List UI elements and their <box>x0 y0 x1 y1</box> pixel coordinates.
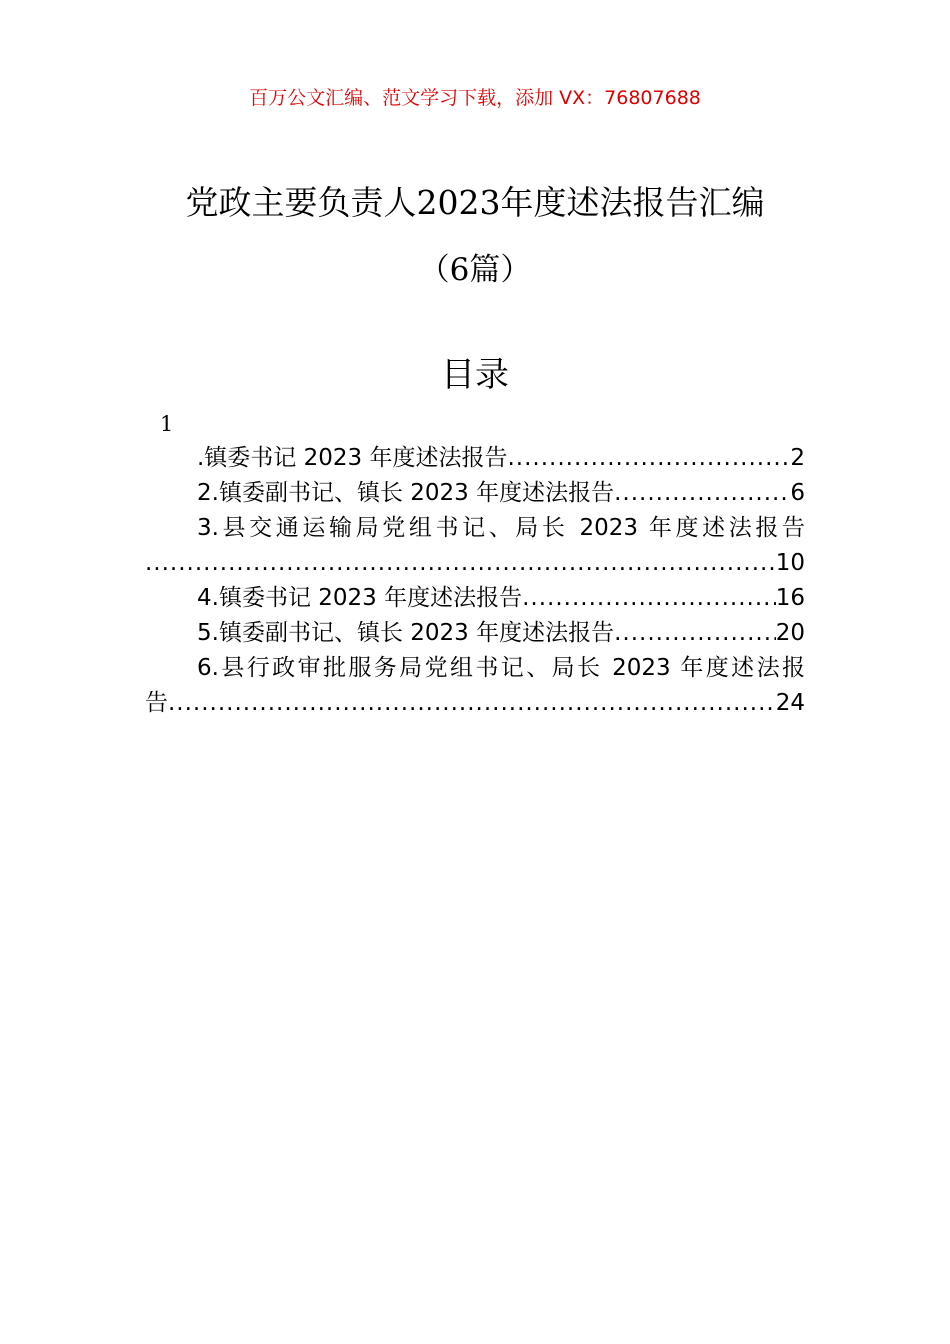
toc-entry-title: 5.镇委副书记、镇长 2023 年度述法报告 <box>197 620 615 646</box>
stray-number: 1 <box>160 412 174 436</box>
toc-entry-title: 6.县行政审批服务局党组书记、局长 2023 年度述法报 <box>197 655 805 681</box>
toc-entry-4[interactable] <box>145 581 805 616</box>
toc-entry-page: 2 <box>790 445 805 471</box>
toc-entry-5[interactable] <box>145 616 805 651</box>
toc-entry-title: .镇委书记 2023 年度述法报告 <box>197 445 508 471</box>
toc-leader <box>168 686 776 721</box>
toc-entry-page: 24 <box>775 690 805 716</box>
toc-entry-6[interactable] <box>145 651 805 721</box>
toc-entry-title: 2.镇委副书记、镇长 2023 年度述法报告 <box>197 480 615 506</box>
toc-entry-page: 16 <box>775 585 805 611</box>
toc-entry-title: 4.镇委书记 2023 年度述法报告 <box>197 585 523 611</box>
toc-entry-page: 20 <box>775 620 805 646</box>
header-note: 百万公文汇编、范文学习下载，添加 VX：76807688 <box>249 87 701 109</box>
toc-entry-2[interactable] <box>145 476 805 511</box>
toc-leader <box>522 581 776 616</box>
toc-entry-title-continued: 告 <box>145 690 168 716</box>
toc-entry-3[interactable] <box>145 511 805 581</box>
document-subtitle: （6篇） <box>418 252 532 288</box>
toc-heading: 目录 <box>441 355 509 395</box>
toc-leader <box>614 616 776 651</box>
toc-entry-page: 10 <box>775 550 805 576</box>
toc-leader <box>145 546 776 581</box>
table-of-contents <box>145 441 805 721</box>
document-title: 党政主要负责人2023年度述法报告汇编 <box>185 183 765 222</box>
toc-entry-page: 6 <box>790 480 805 506</box>
toc-entry-title: 3.县交通运输局党组书记、局长 2023 年度述法报告 <box>197 515 805 541</box>
toc-leader <box>507 441 790 476</box>
toc-entry-1[interactable] <box>145 441 805 476</box>
toc-leader <box>614 476 790 511</box>
